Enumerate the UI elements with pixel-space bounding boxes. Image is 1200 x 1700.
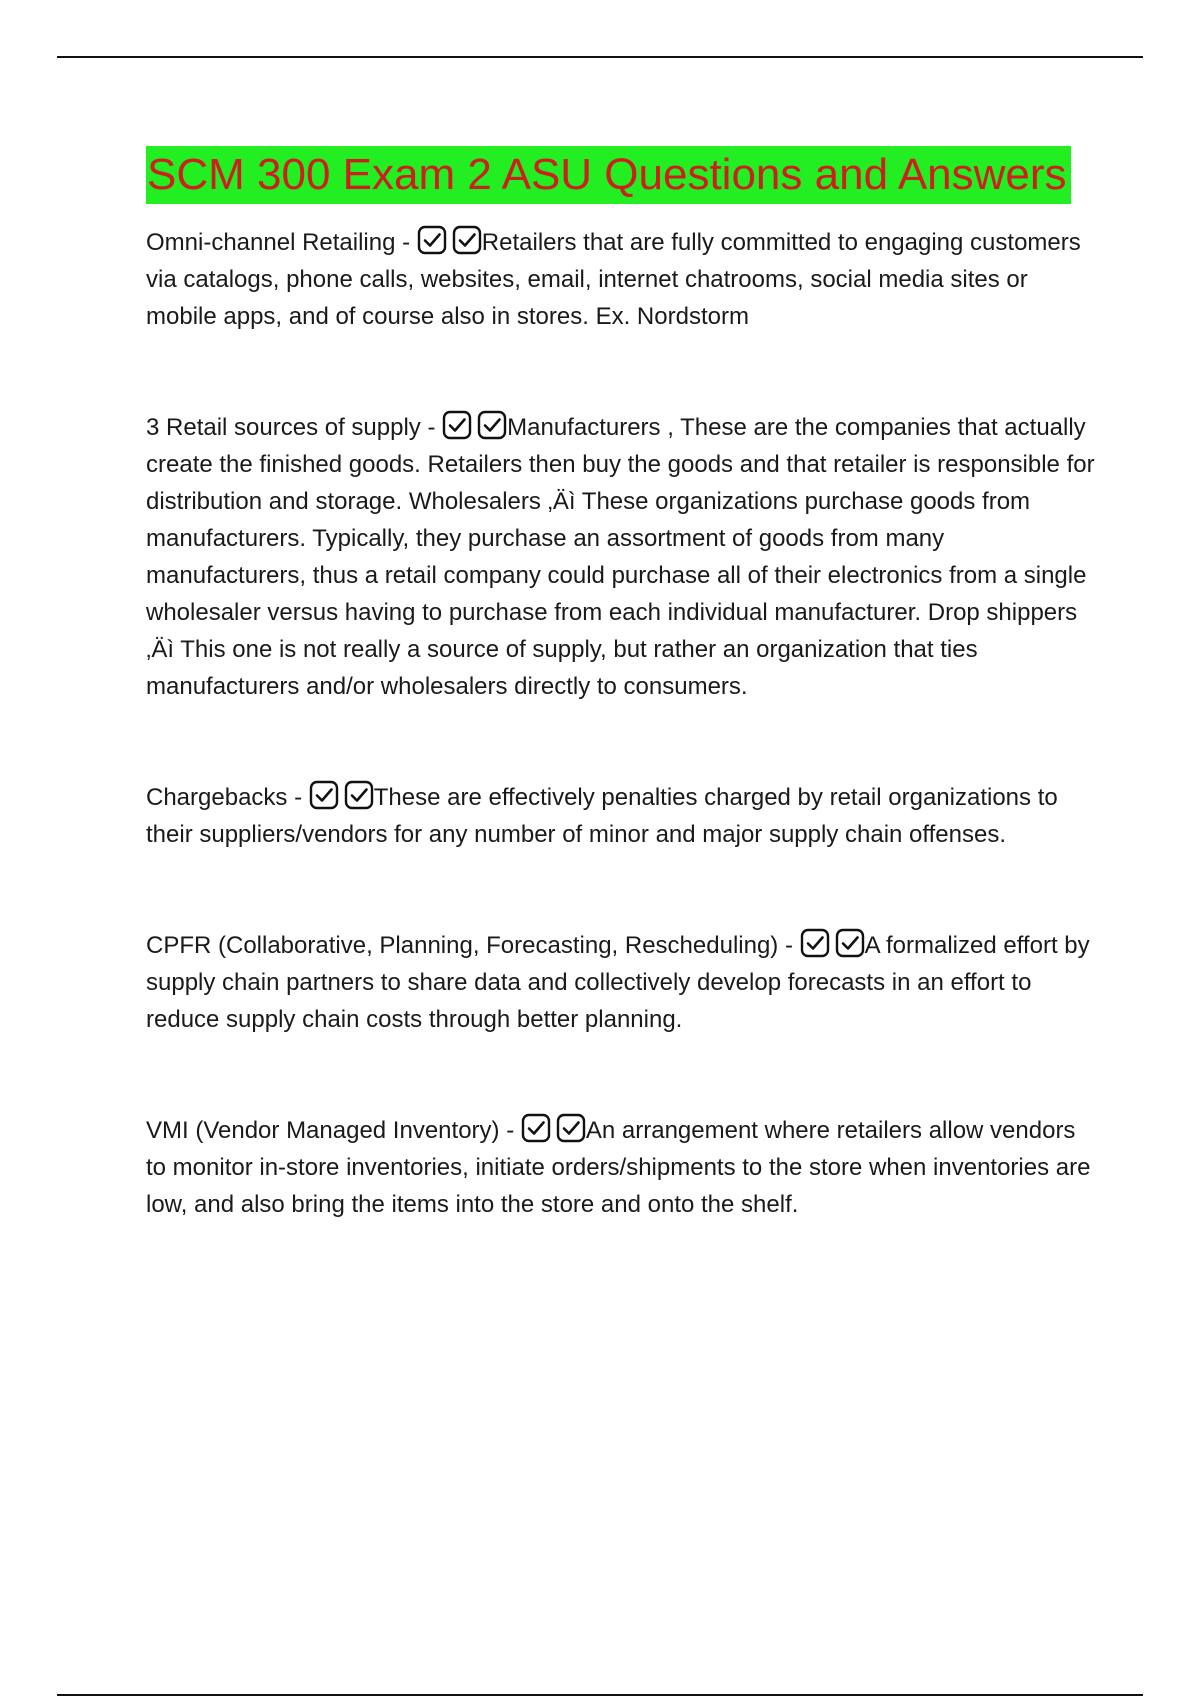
entry-answer: An arrangement where retailers allow vendors to monitor in-store inventories, initiate orders/shipments to the store when inventories are low, and also bring the items into the store and onto the shelf.: [146, 1117, 1091, 1218]
check-box-icon: [556, 1113, 586, 1143]
check-box-icon: [442, 410, 472, 440]
document-body: [146, 146, 1096, 1223]
check-box-icon: [309, 780, 339, 810]
qa-entry-retail-sources: [146, 409, 1096, 705]
check-box-icon: [452, 225, 482, 255]
check-box-icon: [344, 780, 374, 810]
qa-entry-vmi: [146, 1112, 1096, 1223]
top-rule: [57, 56, 1143, 58]
check-box-icon: [521, 1113, 551, 1143]
qa-entry-cpfr: [146, 927, 1096, 1038]
entry-term: Omni-channel Retailing -: [146, 229, 417, 256]
bottom-rule: [57, 1694, 1143, 1696]
check-pair: [309, 779, 374, 816]
check-box-icon: [835, 928, 865, 958]
entry-answer: Retailers that are fully committed to engaging customers via catalogs, phone calls, websites, email, internet chatrooms, social media sites or mobile apps, and of course also in stores. Ex. Nordstorm: [146, 229, 1081, 330]
entry-answer: These are effectively penalties charged by retail organizations to their suppliers/vendors for any number of minor and major supply chain offenses.: [146, 784, 1058, 848]
entry-term: 3 Retail sources of supply -: [146, 414, 443, 441]
entry-term: VMI (Vendor Managed Inventory) -: [146, 1117, 521, 1144]
check-box-icon: [477, 410, 507, 440]
entry-answer: Manufacturers , These are the companies that actually create the finished goods. Retailers then buy the goods and that retailer is responsible for distribution and storage. Wholesalers ‚Äì These organizations purchase goods from manufacturers. Typically, they purchase an assortment of goods from many manufacturers, thus a retail company could purchase all of their electronics from a single wholesaler versus having to purchase from each individual manufacturer. Drop shippers ‚Äì This one is not really a source of supply, but rather an organization that ties manufacturers and/or wholesalers directly to consumers.: [146, 414, 1095, 700]
qa-entry-chargebacks: [146, 779, 1096, 853]
check-pair: [442, 409, 507, 446]
check-pair: [800, 927, 865, 964]
entry-answer: A formalized effort by supply chain partners to share data and collectively develop forecasts in an effort to reduce supply chain costs through better planning.: [146, 932, 1090, 1033]
document-title: SCM 300 Exam 2 ASU Questions and Answers: [146, 146, 1071, 204]
check-pair: [521, 1112, 586, 1149]
check-pair: [417, 224, 482, 261]
check-box-icon: [800, 928, 830, 958]
check-box-icon: [417, 225, 447, 255]
entry-term: CPFR (Collaborative, Planning, Forecasting, Rescheduling) -: [146, 932, 800, 959]
entry-term: Chargebacks -: [146, 784, 309, 811]
qa-entry-omni-channel: [146, 224, 1096, 335]
